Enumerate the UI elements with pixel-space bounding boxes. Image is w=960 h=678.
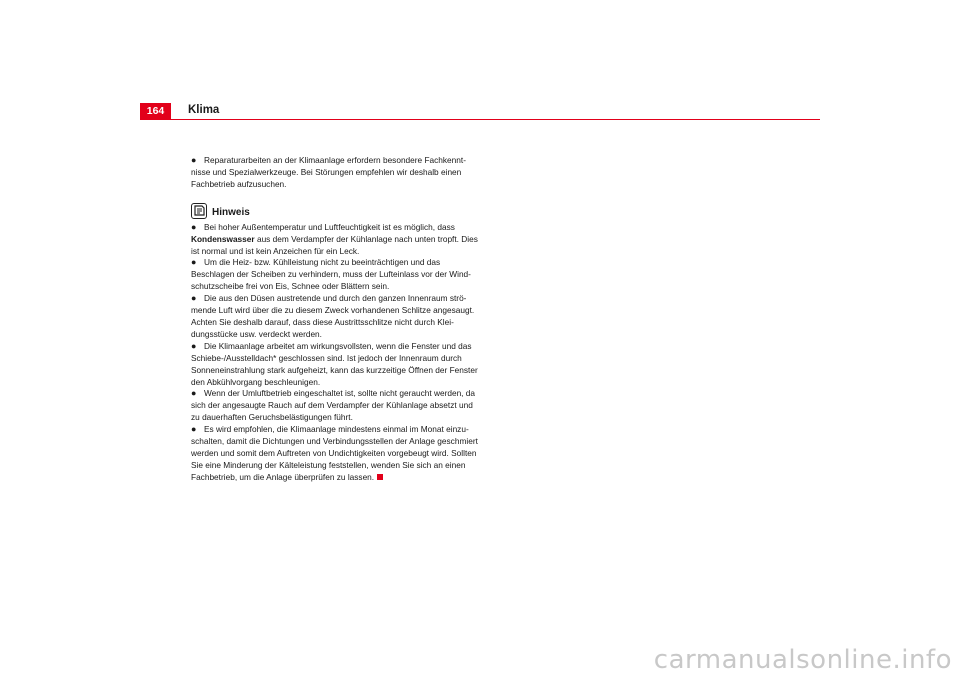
- page-header: [140, 103, 820, 120]
- main-content: [191, 155, 481, 484]
- bullet-dot-icon: ●: [191, 293, 197, 304]
- section-title: Klima: [188, 104, 220, 116]
- intro-bullet-item: [191, 155, 481, 191]
- bullet-dot-icon: ●: [191, 155, 197, 165]
- watermark: carmanualsonline.info: [653, 645, 952, 675]
- note-title: Hinweis: [212, 206, 250, 218]
- header-rule: [140, 119, 820, 120]
- bullet-dot-icon: ●: [191, 340, 197, 351]
- bullet-dot-icon: ●: [191, 424, 197, 435]
- note-bullet-bold-term: Kondenswasser: [191, 233, 255, 244]
- note-bullet-item: [191, 424, 481, 484]
- note-bullet-item: [191, 257, 481, 293]
- note-bullet-text-pre: Bei hoher Außentemperatur und Luftfeuchtigkeit ist es möglich, dass: [204, 221, 455, 232]
- bullet-dot-icon: ●: [191, 221, 197, 232]
- note-bullet-item: [191, 388, 481, 424]
- note-bullet-text: Die Klimaanlage arbeitet am wirkungsvollsten, wenn die Fenster und das Schiebe-/Ausstelldach* geschlossen sind. Ist jedoch der Innenraum durch Sonneneinstrahlung stark aufgeheizt, kann das kurzzeitige Öffnen der Fenster den Abkühlvorgang beschleunigen.: [191, 340, 478, 387]
- end-square-icon: [377, 474, 383, 480]
- note-bullet-item: [191, 293, 481, 341]
- intro-bullet-text: Reparaturarbeiten an der Klimaanlage erfordern besondere Fachkennt-nisse und Spezialwerkzeuge. Bei Störungen empfehlen wir deshalb einen Fachbetrieb aufzusuchen.: [191, 155, 466, 189]
- note-bullet-item: [191, 222, 481, 258]
- note-bullet-text: Es wird empfohlen, die Klimaanlage mindestens einmal im Monat einzu-schalten, damit die Dichtungen und Verbindungsstellen der Anlage geschmiert werden und somit dem Auftreten von Undichtigkeiten vorgebeugt wird. Sollten Sie eine Minderung der Kälteleistung feststellen, wenden Sie sich an einen Fachbetrieb, um die Anlage überprüfen zu lassen.: [191, 424, 478, 482]
- note-icon: [191, 203, 207, 219]
- note-bullet-text: Um die Heiz- bzw. Kühlleistung nicht zu beeinträchtigen und das Beschlagen der Scheiben zu verhindern, muss der Lufteinlass vor der Wind-schutzscheibe frei von Eis, Schnee oder Blättern sein.: [191, 257, 471, 292]
- note-bullet-item: [191, 341, 481, 389]
- note-bullet-text-post: aus dem Verdampfer der Kühlanlage nach unten tropft. Dies ist normal und ist kein Anzeichen für ein Leck.: [191, 233, 478, 256]
- note-bullet-text: Wenn der Umluftbetrieb eingeschaltet ist, sollte nicht geraucht werden, da sich der angesaugte Rauch auf dem Verdampfer der Kühlanlage absetzt und zu dauerhaften Geruchsbelästigungen führt.: [191, 388, 476, 423]
- page-number: 164: [140, 103, 171, 120]
- note-header: [191, 203, 481, 219]
- note-bullet-text: Die aus den Düsen austretende und durch den ganzen Innenraum strö-mende Luft wird über die zu diesem Zweck vorhandenen Schlitze angesaugt. Achten Sie deshalb darauf, dass diese Austrittsschlitze nicht durch Klei-dungsstücke usw. verdeckt werden.: [191, 293, 475, 339]
- bullet-dot-icon: ●: [191, 388, 197, 399]
- bullet-dot-icon: ●: [191, 257, 197, 268]
